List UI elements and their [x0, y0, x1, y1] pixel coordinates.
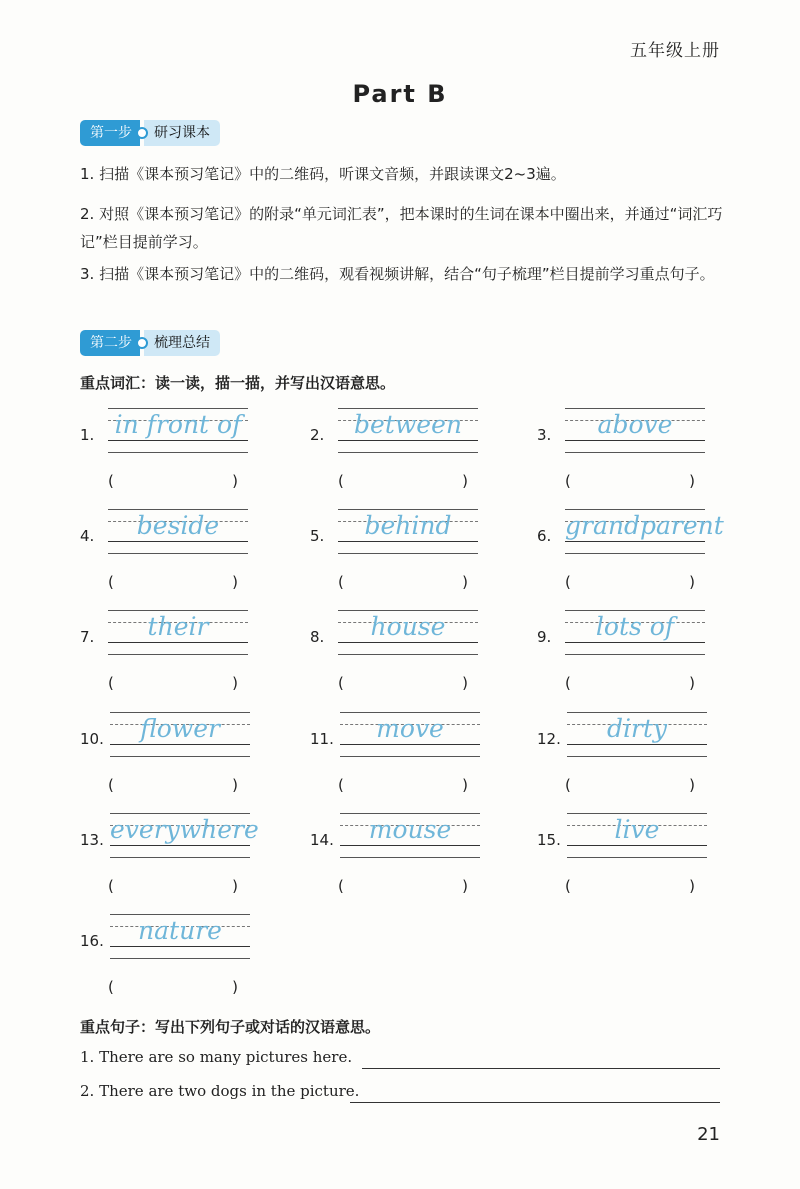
vocab-item [80, 708, 260, 808]
vocab-item [537, 606, 717, 706]
writing-lines[interactable] [565, 404, 705, 456]
guide-line [110, 756, 250, 757]
traced-word: their [147, 612, 209, 641]
paren-open: ( [565, 776, 571, 794]
writing-lines[interactable] [567, 809, 707, 861]
guide-line [108, 610, 248, 611]
guide-line [338, 452, 478, 453]
guide-line [567, 857, 707, 858]
traced-word: grandparent [565, 511, 724, 540]
vocab-number: 5. [310, 527, 325, 545]
vocab-item [310, 505, 490, 605]
vocab-item [537, 708, 717, 808]
traced-word: lots of [595, 612, 675, 641]
vocab-number: 16. [80, 932, 104, 950]
vocab-item [80, 910, 260, 1010]
paren-close: ) [232, 776, 238, 794]
traced-word: move [376, 714, 444, 743]
step1-badge [80, 120, 220, 146]
step2-badge [80, 330, 220, 356]
paren-close: ) [462, 877, 468, 895]
writing-lines[interactable] [108, 404, 248, 456]
paren-open: ( [338, 877, 344, 895]
step2-name: 梳理总结 [144, 330, 220, 356]
paren-close: ) [689, 573, 695, 591]
guide-line [108, 654, 248, 655]
sentence-1: 1. There are so many pictures here. [80, 1048, 353, 1066]
writing-lines[interactable] [565, 606, 705, 658]
guide-line [338, 509, 478, 510]
sentence-2-answer-line[interactable] [350, 1102, 720, 1103]
grade-label: 五年级上册 [630, 41, 720, 61]
guide-line [567, 813, 707, 814]
guide-line [108, 642, 248, 643]
vocab-number: 2. [310, 426, 325, 444]
writing-lines[interactable] [110, 809, 259, 861]
badge-dot-icon [136, 127, 148, 139]
paren-close: ) [232, 472, 238, 490]
guide-line [340, 712, 480, 713]
guide-line [565, 452, 705, 453]
sentence-heading: 重点句子：写出下列句子或对话的汉语意思。 [80, 1018, 381, 1036]
paren-open: ( [108, 776, 114, 794]
step2-number: 第二步 [80, 330, 140, 356]
vocab-number: 14. [310, 831, 334, 849]
writing-lines[interactable] [110, 910, 250, 962]
traced-word: nature [138, 916, 222, 945]
paren-open: ( [108, 674, 114, 692]
paren-open: ( [338, 573, 344, 591]
guide-line [340, 845, 480, 846]
paren-open: ( [108, 472, 114, 490]
vocab-item [537, 809, 717, 909]
sentence-1-answer-line[interactable] [362, 1068, 720, 1069]
traced-word: above [597, 410, 673, 439]
vocab-item [310, 404, 490, 504]
guide-line [108, 440, 248, 441]
paren-open: ( [338, 472, 344, 490]
vocab-item [310, 708, 490, 808]
writing-lines[interactable] [565, 505, 724, 557]
traced-word: beside [136, 511, 220, 540]
page-title: Part B [352, 80, 448, 108]
traced-word: dirty [606, 714, 668, 743]
vocab-item [537, 505, 724, 605]
vocab-item [537, 404, 717, 504]
paren-close: ) [232, 877, 238, 895]
vocab-item [80, 505, 260, 605]
guide-line [110, 946, 250, 947]
step1-item-2: 2. 对照《课本预习笔记》的附录“单元词汇表”，把本课时的生词在课本中圈出来，并通过“词汇巧记”栏目提前学习。 [80, 205, 723, 251]
guide-line [565, 408, 705, 409]
step1-item-3: 3. 扫描《课本预习笔记》中的二维码，观看视频讲解，结合“句子梳理”栏目提前学习重点句子。 [80, 265, 715, 283]
vocab-number: 15. [537, 831, 561, 849]
guide-line [340, 857, 480, 858]
traced-word: live [614, 815, 660, 844]
guide-line [108, 509, 248, 510]
paren-close: ) [689, 776, 695, 794]
paren-open: ( [108, 573, 114, 591]
page-number: 21 [697, 1124, 720, 1145]
badge-dot-icon [136, 337, 148, 349]
writing-lines[interactable] [567, 708, 707, 760]
paren-open: ( [338, 674, 344, 692]
guide-line [338, 642, 478, 643]
paren-close: ) [462, 776, 468, 794]
writing-lines[interactable] [338, 505, 478, 557]
guide-line [567, 744, 707, 745]
guide-line [338, 610, 478, 611]
guide-line [340, 744, 480, 745]
step1-name: 研习课本 [144, 120, 220, 146]
traced-word: house [370, 612, 446, 641]
traced-word: between [354, 410, 462, 439]
vocab-number: 8. [310, 628, 325, 646]
guide-line [108, 408, 248, 409]
guide-line [565, 541, 705, 542]
vocab-number: 3. [537, 426, 552, 444]
paren-open: ( [565, 674, 571, 692]
guide-line [108, 452, 248, 453]
guide-line [338, 541, 478, 542]
vocab-item [80, 809, 260, 909]
paren-close: ) [689, 674, 695, 692]
guide-line [110, 744, 250, 745]
vocab-number: 7. [80, 628, 95, 646]
paren-close: ) [462, 472, 468, 490]
paren-close: ) [232, 573, 238, 591]
writing-lines[interactable] [108, 606, 248, 658]
vocab-number: 10. [80, 730, 104, 748]
guide-line [340, 756, 480, 757]
guide-line [565, 642, 705, 643]
step1-item-1: 1. 扫描《课本预习笔记》中的二维码，听课文音频，并跟读课文2~3遍。 [80, 165, 566, 183]
vocab-heading: 重点词汇：读一读，描一描，并写出汉语意思。 [80, 374, 396, 392]
traced-word: flower [140, 714, 220, 743]
guide-line [565, 509, 705, 510]
paren-open: ( [565, 877, 571, 895]
traced-word: mouse [368, 815, 452, 844]
guide-line [567, 756, 707, 757]
guide-line [110, 857, 250, 858]
paren-open: ( [565, 472, 571, 490]
guide-line [565, 553, 705, 554]
paren-close: ) [232, 978, 238, 996]
vocab-item [310, 606, 490, 706]
guide-line [108, 553, 248, 554]
traced-word: behind [364, 511, 452, 540]
writing-lines[interactable] [110, 708, 250, 760]
vocab-number: 13. [80, 831, 104, 849]
guide-line [338, 654, 478, 655]
paren-close: ) [689, 877, 695, 895]
guide-line [110, 914, 250, 915]
guide-line [110, 712, 250, 713]
writing-lines[interactable] [108, 505, 248, 557]
step1-number: 第一步 [80, 120, 140, 146]
guide-line [565, 610, 705, 611]
vocab-item [80, 404, 260, 504]
vocab-number: 4. [80, 527, 95, 545]
writing-lines[interactable] [338, 404, 478, 456]
vocab-item [80, 606, 260, 706]
paren-open: ( [565, 573, 571, 591]
guide-line [110, 813, 250, 814]
paren-open: ( [108, 877, 114, 895]
traced-word: in front of [114, 410, 242, 439]
vocab-number: 6. [537, 527, 552, 545]
paren-open: ( [108, 978, 114, 996]
guide-line [338, 440, 478, 441]
writing-lines[interactable] [340, 809, 480, 861]
vocab-number: 9. [537, 628, 552, 646]
vocab-item [310, 809, 490, 909]
guide-line [567, 712, 707, 713]
guide-line [565, 440, 705, 441]
paren-open: ( [338, 776, 344, 794]
guide-line [340, 813, 480, 814]
paren-close: ) [462, 674, 468, 692]
paren-close: ) [462, 573, 468, 591]
paren-close: ) [232, 674, 238, 692]
vocab-number: 1. [80, 426, 95, 444]
vocab-number: 11. [310, 730, 334, 748]
guide-line [567, 845, 707, 846]
traced-word: everywhere [110, 815, 259, 844]
guide-line [338, 553, 478, 554]
guide-line [110, 958, 250, 959]
vocab-number: 12. [537, 730, 561, 748]
guide-line [110, 845, 250, 846]
guide-line [565, 654, 705, 655]
guide-line [338, 408, 478, 409]
sentence-2: 2. There are two dogs in the picture. [80, 1082, 360, 1100]
writing-lines[interactable] [340, 708, 480, 760]
paren-close: ) [689, 472, 695, 490]
guide-line [108, 541, 248, 542]
writing-lines[interactable] [338, 606, 478, 658]
